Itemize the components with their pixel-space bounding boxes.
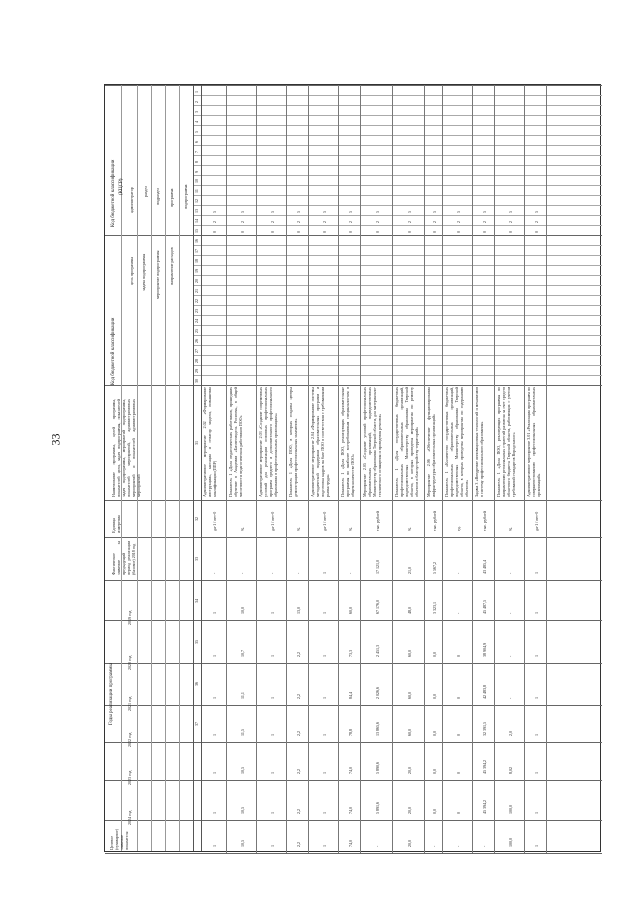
row-value-unit: да-1 / нет-0 <box>534 511 539 531</box>
code-digit: 2 <box>212 221 217 223</box>
row-value-v2019: 1 <box>322 612 327 614</box>
row-value-v2019: 67 176,0 <box>375 600 380 614</box>
code-digit: 0 <box>375 231 380 233</box>
header-target: Целевое (суммарное) значение показателя <box>109 828 129 850</box>
grid-line <box>165 85 166 851</box>
row-value-v2019: 3 323,1 <box>432 602 437 614</box>
row-value-unit: ед. <box>456 526 461 531</box>
code-digit: 0 <box>456 231 461 233</box>
row-value-target: 1 <box>270 845 275 847</box>
row-value-v2019: - <box>456 612 461 614</box>
column-number: 28 <box>194 359 199 363</box>
code-digit: 2 <box>240 221 245 223</box>
row-value-v2019: 1 <box>212 612 217 614</box>
code-digit: 2 <box>534 221 539 223</box>
row-value-v2023: 0 <box>456 772 461 774</box>
row-value-target: 1 <box>534 845 539 847</box>
row-value-v2023: 20,0 <box>407 767 412 774</box>
grid-line <box>105 853 602 854</box>
row-value-v2021: 1 <box>322 697 327 699</box>
table-row <box>495 85 525 853</box>
row-value-unit: % <box>240 527 245 531</box>
header-napr: направление расходов <box>169 247 174 285</box>
code-digit: 2 <box>322 221 327 223</box>
row-value-fact: 43 485,4 <box>482 560 487 574</box>
row-name: Мероприятие 2.06 «Обеспечение функционирования инфраструктуры образовательных организаций» <box>426 387 436 497</box>
header-y2024: 2024 год <box>127 810 132 825</box>
row-value-unit: % <box>407 527 412 531</box>
row-value-v2020: 0,0 <box>432 652 437 657</box>
column-number: 31 <box>194 441 199 445</box>
column-number: 24 <box>194 319 199 323</box>
column-number: 34 <box>194 599 199 603</box>
row-value-v2024: 0,0 <box>432 809 437 814</box>
table-row <box>339 85 361 853</box>
row-value-v2024: 20,0 <box>407 807 412 814</box>
row-value-v2019: - <box>508 612 513 614</box>
header-name: Наименование программы, целей программы, показателей цели, задач подпрограммы, показателей задач подпрограммы, мероприятий подпрограммы, показателей мероприятий, административных мероприятий и показателей административных мероприятий <box>111 399 141 497</box>
row-value-target: - <box>375 845 380 847</box>
table-row <box>425 85 443 853</box>
row-name: Показатель 1 «Доля педагогических работников, прошедших обучение в Академии «Бизнесмодель Росатом», в общей численности педагогических работников ПОО» <box>228 387 243 497</box>
code-digit: 0 <box>508 231 513 233</box>
column-number: 5 <box>194 131 199 133</box>
code-digit: 5 <box>348 211 353 213</box>
row-value-v2022: 60,0 <box>407 729 412 736</box>
row-value-v2021: 84,4 <box>348 692 353 699</box>
row-value-v2021: 1 <box>212 697 217 699</box>
header-razdel: раздел <box>143 185 148 197</box>
row-value-v2022: 32 391,5 <box>482 722 487 736</box>
row-value-v2019: 1 <box>534 612 539 614</box>
row-value-fact: - <box>296 572 301 574</box>
row-value-v2019: 10,0 <box>240 607 245 614</box>
column-number: 30 <box>194 379 199 383</box>
row-value-target: 74,0 <box>348 840 353 847</box>
column-number: 13 <box>194 209 199 213</box>
row-name: Показатель 1 «Доля государственных бюджетных профессиональных образовательных организаций, подведомственных Министерству образования Тверской области, в которых проведены мероприятия по ремонту объектов и благоустройству территорий» <box>394 387 419 497</box>
row-value-v2020: 1 <box>322 655 327 657</box>
row-name: Административное мероприятие 2.04 «Формирование системы методической поддержки образовательных программ и подготовка кадров на базе ПОО в соответствии с требованиями рынка труда» <box>310 387 330 497</box>
row-value-v2021: 2 026,6 <box>375 687 380 699</box>
row-value-target: - <box>456 845 461 847</box>
header-podrazdel: подраздел <box>155 187 160 205</box>
column-number: 26 <box>194 339 199 343</box>
code-digit: 0 <box>482 231 487 233</box>
row-value-v2020: - <box>508 655 513 657</box>
row-value-v2022: 1 <box>270 734 275 736</box>
row-value-v2021: 42 483,8 <box>482 685 487 699</box>
row-value-v2023: 1 <box>322 772 327 774</box>
table-row <box>287 85 309 853</box>
code-digit: 2 <box>482 221 487 223</box>
row-value-v2021: 2,2 <box>296 694 301 699</box>
column-number: 6 <box>194 141 199 143</box>
row-value-v2023: 1 <box>212 772 217 774</box>
row-value-v2022: 1 <box>322 734 327 736</box>
row-value-target: 1 <box>322 845 327 847</box>
code-digit: 0 <box>407 231 412 233</box>
row-value-fact: 1 <box>534 572 539 574</box>
row-value-v2023: 8,02 <box>508 767 513 774</box>
table-row <box>473 85 495 853</box>
code-digit: 0 <box>270 231 275 233</box>
code-digit: 2 <box>407 221 412 223</box>
column-number: 7 <box>194 151 199 153</box>
row-value-v2023: 1 <box>534 772 539 774</box>
column-number: 19 <box>194 269 199 273</box>
header-years: Годы реализации программы <box>109 663 114 725</box>
grid-line <box>179 85 180 851</box>
column-number: 25 <box>194 329 199 333</box>
code-digit: 5 <box>432 211 437 213</box>
header-podprog-group: Код бюджетной классификации <box>111 317 116 385</box>
column-number: 33 <box>194 557 199 561</box>
code-digit: 5 <box>240 211 245 213</box>
column-number: 36 <box>194 682 199 686</box>
row-name: Показатель 1 «Доля ПОО, реализующих программы по направлению региональных стратегий развития за счет средств областного бюджета Тверской области, работающих с учетом требований стандартов Ворлдскиллс» <box>496 387 516 497</box>
row-value-unit: да-1 / нет-0 <box>212 511 217 531</box>
code-digit: 5 <box>296 211 301 213</box>
row-value-v2020: 10,7 <box>240 650 245 657</box>
row-value-v2020: 73,3 <box>348 650 353 657</box>
code-digit: 2 <box>508 221 513 223</box>
row-value-fact: - <box>508 572 513 574</box>
table-row <box>201 85 227 853</box>
table-row <box>309 85 339 853</box>
row-value-v2021: 1 <box>270 697 275 699</box>
code-digit: 2 <box>456 221 461 223</box>
row-value-v2021: 11,1 <box>240 692 245 699</box>
code-digit: 2 <box>270 221 275 223</box>
code-digit: 2 <box>432 221 437 223</box>
column-number: 12 <box>194 199 199 203</box>
column-number: 4 <box>194 121 199 123</box>
row-value-unit: тыс. рублей <box>375 511 380 531</box>
header-prog: программа <box>169 188 174 207</box>
row-name: Показатель 1 «Количество государственных бюджетных профессиональных образовательных организаций, подведомственных Министерству образования Тверской области, в которых проведены мероприятия по содержанию объектов» <box>444 387 469 497</box>
row-name: Административное мероприятие 3.01 «Реализация программ по совершенствованию профессиональных образовательных организаций» <box>526 387 541 497</box>
header-cel: цель программы <box>129 256 134 285</box>
header-zadacha: задача подпрограммы <box>141 253 146 291</box>
row-value-v2024: 1 <box>270 812 275 814</box>
header-meropr: мероприятие подпрограммы <box>155 250 160 299</box>
row-value-fact: 21,0 <box>407 567 412 574</box>
column-number: 35 <box>194 640 199 644</box>
column-number: 18 <box>194 259 199 263</box>
row-name: Административное мероприятие 2.02 «Формирование инструкции», кассация и сенатор модели, повышения квалификации (ППР) <box>202 387 217 497</box>
row-value-target: 10,5 <box>240 840 245 847</box>
row-value-v2021: 60,0 <box>407 692 412 699</box>
row-value-v2023: 5 890,6 <box>375 762 380 774</box>
row-value-fact: - <box>270 572 275 574</box>
column-number: 8 <box>194 161 199 163</box>
row-value-unit: % <box>348 527 353 531</box>
row-value-v2019: 13,0 <box>296 607 301 614</box>
column-number: 9 <box>194 171 199 173</box>
table-row <box>393 85 425 853</box>
header-y2020: 2020 год <box>127 655 132 670</box>
column-number: 15 <box>194 229 199 233</box>
code-digit: 0 <box>348 231 353 233</box>
table-row <box>525 85 547 853</box>
table-row <box>443 85 473 853</box>
row-value-v2021: 1 <box>534 697 539 699</box>
row-value-fact: - <box>348 572 353 574</box>
code-digit: 0 <box>240 231 245 233</box>
table-row <box>227 85 257 853</box>
row-value-v2022: 2,0 <box>508 731 513 736</box>
row-value-v2023: 0,0 <box>432 769 437 774</box>
row-value-target: - <box>432 845 437 847</box>
row-value-target: 100,0 <box>508 838 513 847</box>
header-code-group: Код бюджетной классификации <box>111 159 116 227</box>
code-digit: 5 <box>270 211 275 213</box>
column-number: 3 <box>194 111 199 113</box>
column-number: 27 <box>194 349 199 353</box>
row-value-v2022: 2,2 <box>296 731 301 736</box>
row-name: Административное мероприятие 2.03 «Создание современных условий для реализации основных профессиональных программ среднего и дополнительного профессионального образования в профессиональных организациях» <box>258 387 278 497</box>
row-value-v2020: 2,2 <box>296 652 301 657</box>
code-digit: 5 <box>322 211 327 213</box>
row-value-fact: - <box>456 572 461 574</box>
row-value-v2024: 1 <box>322 812 327 814</box>
row-value-v2024: 5 891,6 <box>375 802 380 814</box>
code-digit: 5 <box>375 211 380 213</box>
row-value-v2022: 1 <box>534 734 539 736</box>
column-number: 11 <box>194 189 199 193</box>
row-value-v2021: 0,0 <box>432 694 437 699</box>
row-value-fact: - <box>212 572 217 574</box>
code-digit: 2 <box>375 221 380 223</box>
row-name: Показатель 1 «Доля ПОО, в которых созданы центры демонстрации профессиональных экзаменов» <box>288 387 298 497</box>
row-value-v2022: 0,0 <box>432 731 437 736</box>
row-value-fact: - <box>240 572 245 574</box>
row-value-v2020: 0 <box>456 655 461 657</box>
row-value-v2024: 10,5 <box>240 807 245 814</box>
row-value-v2024: 45 394,2 <box>482 800 487 814</box>
header-y2022: 2022 год <box>127 732 132 747</box>
column-number: 23 <box>194 309 199 313</box>
row-value-v2023: 2,2 <box>296 769 301 774</box>
code-digit: 5 <box>456 211 461 213</box>
row-name: Показатель 1 «Доля ПОО, реализующих образовательные программы по наиболее востребованным специальностям в общем количестве ПОО» <box>340 387 355 497</box>
row-value-target: 2,2 <box>296 842 301 847</box>
header-podprog: подпрограмма <box>183 184 188 209</box>
grid-line <box>151 85 152 851</box>
row-value-v2022: 1 <box>212 734 217 736</box>
program-table <box>104 84 601 852</box>
column-number: 32 <box>194 517 199 521</box>
code-digit: 5 <box>212 211 217 213</box>
code-digit: 0 <box>212 231 217 233</box>
row-value-v2020: 38 904,9 <box>482 643 487 657</box>
row-value-v2019: 48,0 <box>407 607 412 614</box>
column-number: 14 <box>194 219 199 223</box>
row-value-unit: % <box>296 527 301 531</box>
row-value-target: 1 <box>212 845 217 847</box>
row-value-v2020: 1 <box>534 655 539 657</box>
row-value-v2019: 1 <box>270 612 275 614</box>
code-digit: 5 <box>534 211 539 213</box>
row-value-v2024: 1 <box>212 812 217 814</box>
column-number: 21 <box>194 289 199 293</box>
column-number: 37 <box>194 722 199 726</box>
row-value-v2024: 100,0 <box>508 805 513 814</box>
row-value-fact: 5 567,2 <box>432 562 437 574</box>
row-value-unit: тыс. рублей <box>432 511 437 531</box>
header-y2023: 2023 год <box>127 770 132 785</box>
row-value-unit: да-1 / нет-0 <box>322 511 327 531</box>
code-digit: 0 <box>296 231 301 233</box>
row-value-v2020: 60,0 <box>407 650 412 657</box>
table-row <box>257 85 287 853</box>
row-value-v2022: 0 <box>456 734 461 736</box>
code-digit: 5 <box>508 211 513 213</box>
header-code-sub: (КЦСР) <box>119 178 124 195</box>
row-value-v2024: 0 <box>456 812 461 814</box>
row-value-v2019: 45 487,5 <box>482 600 487 614</box>
row-value-v2023: 74,0 <box>348 767 353 774</box>
row-value-target: - <box>482 845 487 847</box>
page-number: 33 <box>48 433 63 446</box>
column-number: 29 <box>194 369 199 373</box>
row-value-v2024: 1 <box>534 812 539 814</box>
header-y2019: 2019 год <box>127 610 132 625</box>
row-name: Мероприятие 2.05 «Создание условий профессиональных образовательных организаций, подведомственных Министерству образования Тверской области, для материально-технического оснащения и проведения ремонта» <box>362 387 382 497</box>
row-value-fact: 1 <box>322 572 327 574</box>
code-digit: 5 <box>482 211 487 213</box>
row-value-v2022: 78,8 <box>348 729 353 736</box>
column-number: 1 <box>194 91 199 93</box>
row-value-v2024: 74,0 <box>348 807 353 814</box>
row-value-v2023: 1 <box>270 772 275 774</box>
column-number: 17 <box>194 249 199 253</box>
code-digit: 5 <box>407 211 412 213</box>
code-digit: 0 <box>432 231 437 233</box>
code-digit: 2 <box>348 221 353 223</box>
row-value-v2020: 1 <box>212 655 217 657</box>
row-value-v2022: 13 865,6 <box>375 722 380 736</box>
row-value-unit: да-1 / нет-0 <box>270 511 275 531</box>
header-y2021: 2021 год <box>127 696 132 711</box>
header-fact: Фактическое значение за предыдущий период реализации (базовое) 2018 год <box>111 541 136 575</box>
row-value-target: 20,0 <box>407 840 412 847</box>
table-row <box>361 85 393 853</box>
column-number: 16 <box>194 239 199 243</box>
code-digit: 2 <box>296 221 301 223</box>
row-value-v2024: 2,2 <box>296 809 301 814</box>
row-value-v2023: 45 394,2 <box>482 760 487 774</box>
column-number: 10 <box>194 179 199 183</box>
row-value-v2020: 2 451,3 <box>375 645 380 657</box>
row-value-v2020: 1 <box>270 655 275 657</box>
header-unit: Единица измерения <box>111 515 121 533</box>
header-admin: администратор <box>129 187 134 213</box>
row-value-v2021: - <box>508 697 513 699</box>
row-value-v2019: 60,0 <box>348 607 353 614</box>
column-number: 22 <box>194 299 199 303</box>
column-number: 20 <box>194 279 199 283</box>
row-value-v2023: 10,5 <box>240 767 245 774</box>
row-value-v2021: 0 <box>456 697 461 699</box>
row-value-unit: % <box>508 527 513 531</box>
row-value-unit: тыс. рублей <box>482 511 487 531</box>
row-value-fact: 17 121,0 <box>375 560 380 574</box>
column-number: 2 <box>194 101 199 103</box>
row-value-v2022: 11,5 <box>240 729 245 736</box>
row-name: Задача 3 «Внедрение инновационных технологий и механизмов в систему профессионального образования» <box>474 387 484 497</box>
code-digit: 0 <box>534 231 539 233</box>
code-digit: 0 <box>322 231 327 233</box>
